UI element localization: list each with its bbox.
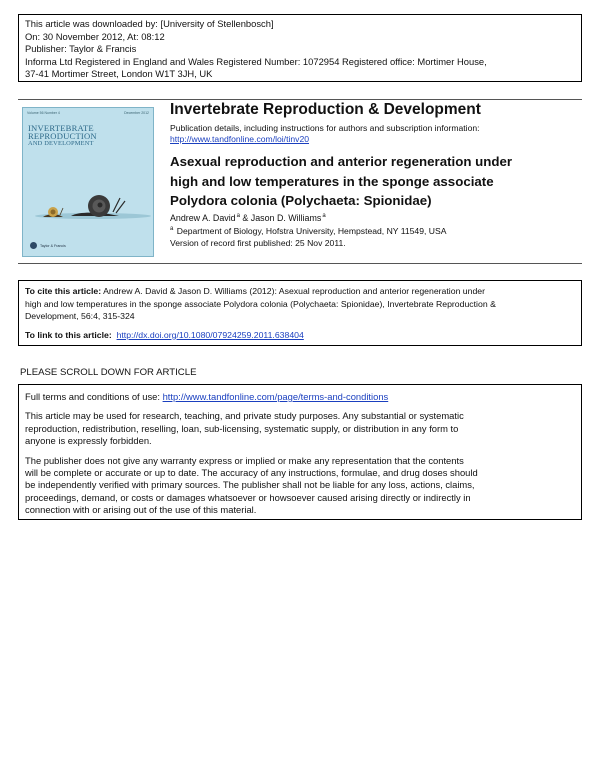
download-line: On: 30 November 2012, At: 08:12 (25, 30, 165, 42)
terms-line: The publisher does not give any warranty express or implied or make any representation that the contents (25, 454, 464, 466)
affiliation (170, 226, 446, 236)
terms-line: will be complete or accurate or up to date. The accuracy of any instructions, formulae, and drug doses should (25, 467, 478, 479)
cover-title-line: AND DEVELOPMENT (28, 140, 94, 148)
version-of-record: Version of record first published: 25 Nov 2011. (170, 238, 346, 248)
cover-publisher-name: Taylor & Francis (40, 243, 66, 248)
snail-illustration (23, 108, 154, 257)
cite-label: To cite this article: (25, 286, 102, 296)
download-notice-box (18, 14, 582, 82)
terms-line: be independently verified with primary sources. The publisher shall not be liable for any loss, actions, claims, (25, 479, 475, 491)
terms-paragraph-1 (25, 410, 575, 447)
cover-date: December 2012 (124, 111, 149, 115)
link-label: To link to this article: (25, 329, 112, 340)
download-line: Publisher: Taylor & Francis (25, 43, 137, 55)
cover-title-line: INVERTEBRATE (28, 123, 94, 133)
download-line: This article was downloaded by: [University of Stellenbosch] (25, 18, 274, 29)
author-separator: & Jason D. Williams (242, 213, 322, 223)
article-title (170, 152, 512, 211)
cite-text: high and low temperatures in the sponge associate Polydora colonia (Polychaeta: Spionidae), Invertebrate Reproduction & (25, 298, 496, 309)
download-line: 37-41 Mortimer Street, London W1T 3JH, UK (25, 68, 213, 80)
journal-cover-image (22, 107, 154, 257)
cover-volume: Volume 56 Number 4 (27, 111, 60, 115)
journal-title: Invertebrate Reproduction & Development (170, 101, 481, 118)
article-title-line: high and low temperatures in the sponge associate (170, 173, 494, 189)
author-affil-marker: a (322, 213, 326, 219)
affiliation-marker: a (170, 226, 174, 232)
terms-line: reproduction, redistribution, reselling, loan, sub-licensing, systematic supply, or distribution in any form to (25, 422, 459, 434)
author-name: Andrew A. David (170, 213, 236, 223)
article-title-line: Asexual reproduction and anterior regeneration under (170, 154, 513, 169)
authors (170, 213, 326, 223)
scroll-notice: PLEASE SCROLL DOWN FOR ARTICLE (20, 367, 197, 378)
publication-details: Publication details, including instructions for authors and subscription information: (170, 123, 480, 133)
download-line: Informa Ltd Registered in England and Wales Registered Number: 1072954 Registered office: Mortimer House, (25, 55, 487, 67)
article-title-line: Polydora colonia (Polychaeta: Spionidae) (170, 193, 432, 209)
cite-text: Andrew A. David & Jason D. Williams (2012): Asexual reproduction and anterior regeneration under (103, 286, 486, 296)
terms-link[interactable]: http://www.tandfonline.com/page/terms-and-conditions (162, 391, 389, 402)
terms-line: proceedings, demand, or costs or damages whatsoever or howsoever caused arising directly or indirectly in (25, 491, 471, 503)
terms-box (18, 384, 582, 520)
citation-box (18, 280, 582, 346)
terms-line: connection with or arising out of the use of this material. (25, 504, 257, 516)
author-affil-marker: a (236, 213, 240, 219)
journal-link[interactable]: http://www.tandfonline.com/loi/tinv20 (170, 134, 310, 144)
cover-publisher (30, 242, 66, 249)
terms-paragraph-2 (25, 455, 575, 517)
divider-bottom (18, 263, 582, 264)
affiliation-text: Department of Biology, Hofstra University, Hempstead, NY 11549, USA (176, 226, 447, 236)
publisher-logo-icon (30, 242, 37, 249)
terms-line: This article may be used for research, teaching, and private study purposes. Any substantial or systematic (25, 410, 464, 422)
terms-label: Full terms and conditions of use: (25, 391, 160, 402)
divider-top (18, 99, 582, 100)
cover-title-line: REPRODUCTION (28, 130, 97, 141)
doi-link[interactable]: http://dx.doi.org/10.1080/07924259.2011.638404 (116, 329, 304, 340)
cite-text: Development, 56:4, 315-324 (25, 311, 135, 322)
terms-line: anyone is expressly forbidden. (25, 435, 152, 447)
